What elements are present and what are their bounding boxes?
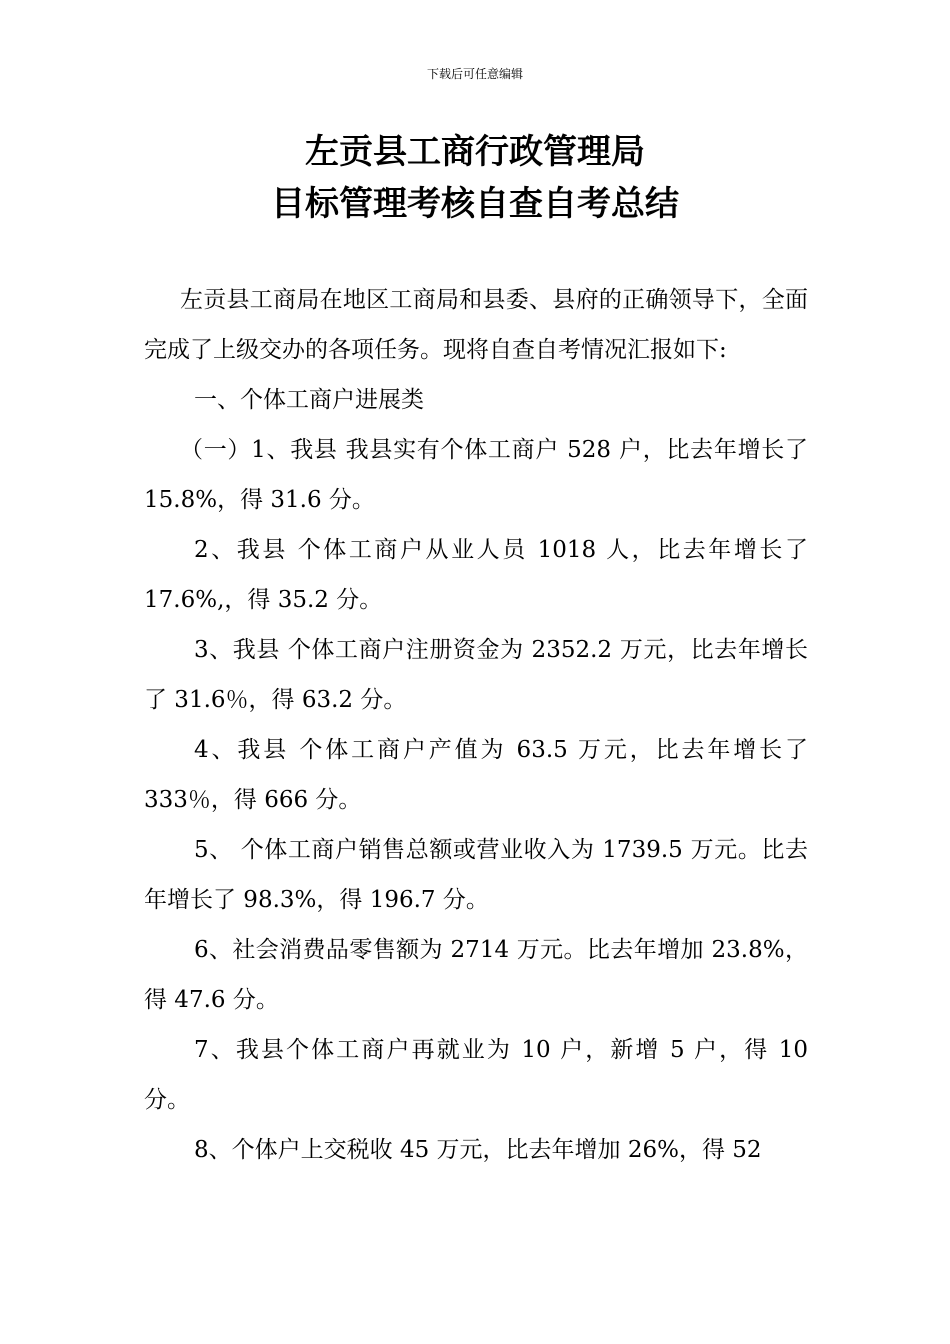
header-note: 下载后可任意编辑 xyxy=(426,67,523,81)
document-title-line-2: 目标管理考核自查自考总结 xyxy=(271,184,679,224)
document-body xyxy=(144,275,808,1175)
item-paragraph-2: 2、我县 个体工商户从业人员 1018 人，比去年增长了 17.6%,，得 35.2 分。 xyxy=(144,537,808,613)
item-paragraph-6: 6、社会消费品零售额为 2714 万元。比去年增加 23.8%，得 47.6 分。 xyxy=(144,937,808,1013)
intro-paragraph: 左贡县工商局在地区工商局和县委、县府的正确领导下，全面完成了上级交办的各项任务。现将自查自考情况汇报如下: xyxy=(144,287,808,363)
item-paragraph-1: （一）1、我县 我县实有个体工商户 528 户，比去年增长了 15.8%，得 31.6 分。 xyxy=(144,437,808,513)
item-paragraph-5: 5、 个体工商户销售总额或营业收入为 1739.5 万元。比去年增长了 98.3%，得 196.7 分。 xyxy=(144,837,808,913)
item-paragraph-4: 4、我县 个体工商户产值为 63.5 万元，比去年增长了 333％，得 666 分。 xyxy=(144,737,808,813)
item-paragraph-7: 7、我县个体工商户再就业为 10 户，新增 5 户，得 10 分。 xyxy=(144,1037,808,1113)
item-paragraph-8: 8、个体户上交税收 45 万元，比去年增加 26%，得 52 xyxy=(194,1137,762,1163)
item-paragraph-3: 3、我县 个体工商户注册资金为 2352.2 万元，比去年增长了 31.6％，得 63.2 分。 xyxy=(144,637,808,713)
section-heading: 一、个体工商户进展类 xyxy=(194,387,424,413)
document-title-line-1: 左贡县工商行政管理局 xyxy=(305,132,645,172)
